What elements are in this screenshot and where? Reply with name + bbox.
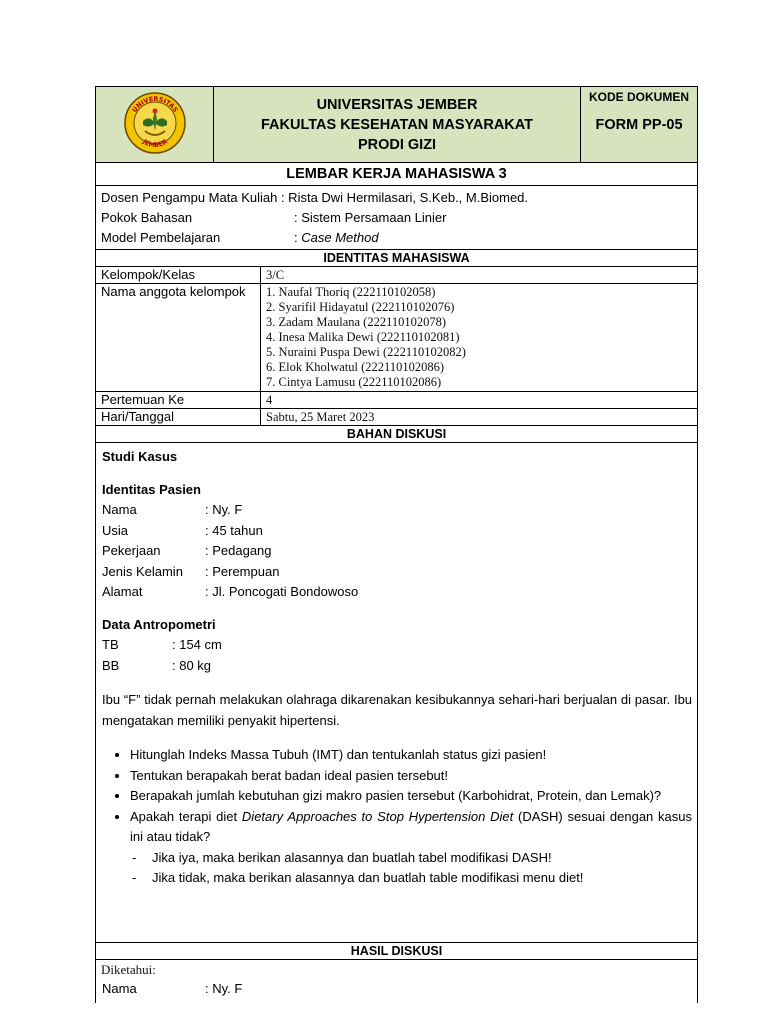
sub-item-list — [130, 848, 692, 889]
sub-item: - Jika tidak, maka berikan alasannya dan buatlah table modifikasi menu diet! — [130, 868, 692, 889]
question-italic-text: Dietary Approaches to Stop Hypertension Diet — [241, 808, 514, 824]
info-key: Pokok Bahasan — [101, 210, 193, 225]
field-value: : 154 cm — [172, 637, 222, 652]
worksheet-title: LEMBAR KERJA MAHASISWA 3 — [96, 163, 698, 186]
institution-name — [214, 87, 581, 163]
field-value: : 45 tahun — [205, 522, 263, 538]
info-key: Model Pembelajaran — [101, 230, 221, 245]
hari-value: Sabtu, 25 Maret 2023 — [261, 409, 698, 426]
field-value: : 80 kg — [172, 657, 212, 673]
question-item: • Hitunglah Indeks Massa Tubuh (IMT) dan tentukanlah status gizi pasien! — [130, 745, 692, 766]
field-label: Alamat — [102, 584, 143, 599]
patient-address-row — [102, 582, 692, 603]
institution-line-1: UNIVERSITAS JEMBER — [316, 96, 478, 113]
member-item: 1. Naufal Thoriq (222110102058) — [266, 285, 436, 299]
field-label: Nama — [102, 502, 137, 517]
question-item: • Berapakah jumlah kebutuhan gizi makro pasien tersebut (Karbohidrat, Protein, dan Lemak)? — [130, 786, 692, 807]
case-paragraph: Ibu “F” tidak pernah melakukan olahraga dikarenakan kesibukannya sehari-hari berjualan di pasar. Ibu mengatakan memiliki penyakit hipertensi. — [102, 692, 693, 728]
kelompok-label: Kelompok/Kelas — [96, 267, 261, 284]
field-value: : Perempuan — [205, 563, 280, 579]
field-value: : Pedagang — [205, 543, 272, 558]
info-value: : Rista Dwi Hermilasari, S.Keb., M.Biomed. — [280, 190, 529, 205]
logo-cell — [96, 87, 214, 163]
hasil-content — [96, 960, 698, 1004]
field-label: Nama — [102, 981, 137, 996]
member-item: 4. Inesa Malika Dewi (222110102081) — [266, 330, 460, 344]
studi-kasus-heading: Studi Kasus — [102, 449, 178, 464]
field-label: Pekerjaan — [102, 543, 161, 558]
institution-line-2: FAKULTAS KESEHATAN MASYARAKAT — [261, 116, 534, 133]
info-line-lecturer — [101, 188, 692, 208]
field-label: Jenis Kelamin — [102, 563, 183, 579]
university-logo — [123, 91, 187, 155]
member-item: 7. Cintya Lamusu (222110102086) — [266, 375, 442, 389]
sub-item: - Jika iya, maka berikan alasannya dan buatlah tabel modifikasi DASH! — [130, 848, 692, 869]
course-info — [96, 186, 698, 250]
patient-age-row — [102, 521, 692, 542]
info-value: : Case Method — [294, 230, 379, 245]
document-code-label: KODE DOKUMEN — [589, 90, 690, 104]
field-label: TB — [102, 637, 119, 652]
kelompok-value: 3/C — [261, 267, 698, 284]
question-item: • Tentukan berapakah berat badan ideal pasien tersebut! — [130, 766, 692, 787]
info-value: : Sistem Persamaan Linier — [294, 210, 447, 225]
member-item: 2. Syarifil Hidayatul (222110102076) — [266, 300, 455, 314]
patient-job-row — [102, 541, 692, 562]
document-code-cell — [581, 87, 698, 163]
pertemuan-label: Pertemuan Ke — [96, 392, 261, 409]
height-row — [102, 635, 692, 656]
worksheet-page — [95, 86, 697, 1003]
member-list — [261, 284, 698, 392]
svg-text:UNIVERSITAS: UNIVERSITAS — [129, 94, 180, 114]
field-value: : Jl. Poncogati Bondowoso — [205, 584, 359, 599]
info-line-model — [101, 228, 692, 248]
bahan-heading: BAHAN DISKUSI — [96, 426, 698, 443]
bahan-content — [96, 443, 698, 943]
svg-text:JEMBER: JEMBER — [140, 137, 169, 150]
identitas-heading: IDENTITAS MAHASISWA — [96, 250, 698, 267]
institution-line-3: PRODI GIZI — [357, 136, 437, 153]
info-line-topic — [101, 208, 692, 228]
diketahui-label: Diketahui: — [101, 962, 156, 977]
anggota-label: Nama anggota kelompok — [96, 284, 261, 392]
field-label: Usia — [102, 522, 129, 538]
pertemuan-value: 4 — [261, 392, 698, 409]
antropometri-heading: Data Antropometri — [102, 616, 216, 632]
hasil-nama-row — [101, 979, 692, 1000]
hari-label: Hari/Tanggal — [96, 409, 261, 426]
patient-name-row — [102, 500, 692, 521]
question-text: Apakah terapi diet — [130, 808, 242, 824]
member-item: 5. Nuraini Puspa Dewi (222110102082) — [266, 345, 466, 359]
question-text: (DASH) sesuai dengan kasus ini atau tidak? — [130, 808, 693, 844]
hasil-heading: HASIL DISKUSI — [96, 943, 698, 960]
field-value: : Ny. F — [205, 981, 243, 996]
field-label: BB — [102, 657, 120, 673]
field-value: : Ny. F — [205, 502, 243, 517]
question-item-dash — [130, 807, 692, 889]
worksheet-table — [95, 86, 698, 1003]
document-header — [96, 87, 698, 163]
patient-sex-row — [102, 562, 692, 583]
weight-row — [102, 656, 692, 677]
info-key: Dosen Pengampu Mata Kuliah — [101, 190, 281, 205]
member-item: 3. Zadam Maulana (222110102078) — [266, 315, 447, 329]
document-code-value: FORM PP-05 — [595, 117, 683, 133]
member-item: 6. Elok Kholwatul (222110102086) — [266, 360, 444, 374]
question-list — [102, 745, 692, 889]
identitas-pasien-heading: Identitas Pasien — [102, 481, 201, 497]
